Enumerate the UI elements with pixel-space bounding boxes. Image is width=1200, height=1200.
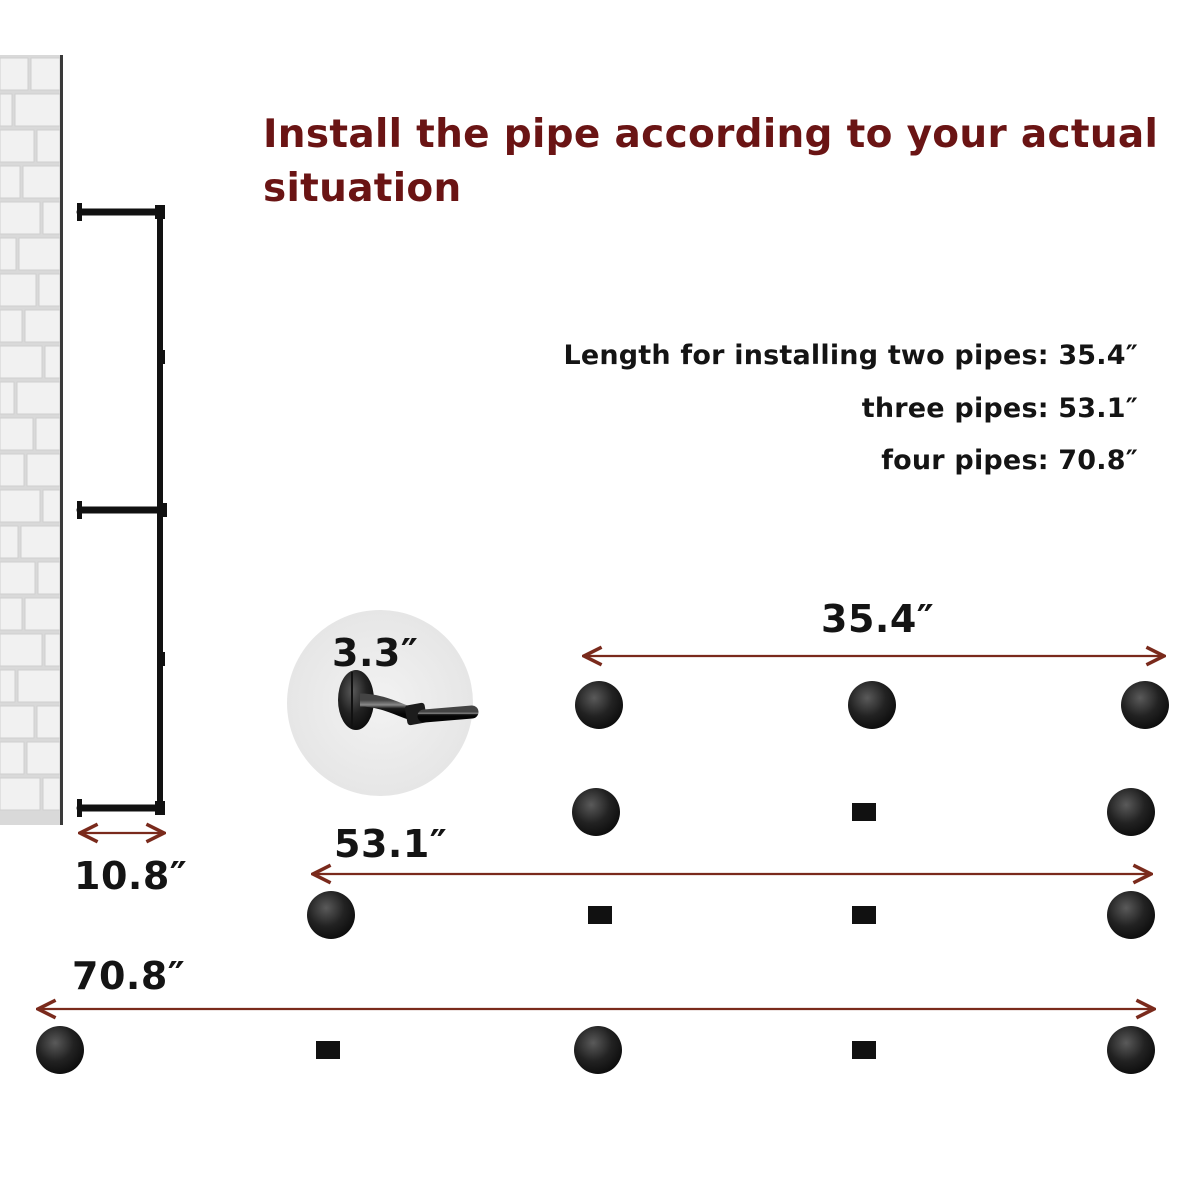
spec-two-pipes: Length for installing two pipes: 35.4″ xyxy=(563,340,1138,371)
pipe-rack-three-pipes xyxy=(307,891,1155,939)
pipe-rack-four-pipes xyxy=(36,1026,1155,1074)
flange-label: 3.3″ xyxy=(332,631,419,675)
pipe-rack-two-pipes xyxy=(575,681,1169,729)
headline: Install the pipe according to your actual situation xyxy=(263,112,1159,211)
pipe-rack-two-pipes-alt xyxy=(572,788,1155,836)
two-pipe-length-label: 35.4″ xyxy=(821,597,935,641)
depth-label: 10.8″ xyxy=(74,854,188,898)
four-pipe-length-label: 70.8″ xyxy=(72,954,186,998)
three-pipe-length-label: 53.1″ xyxy=(334,822,448,866)
brick-wall xyxy=(0,55,63,825)
side-view-rack xyxy=(77,203,167,817)
spec-three-pipes: three pipes: 53.1″ xyxy=(861,393,1138,424)
spec-four-pipes: four pipes: 70.8″ xyxy=(881,445,1138,476)
